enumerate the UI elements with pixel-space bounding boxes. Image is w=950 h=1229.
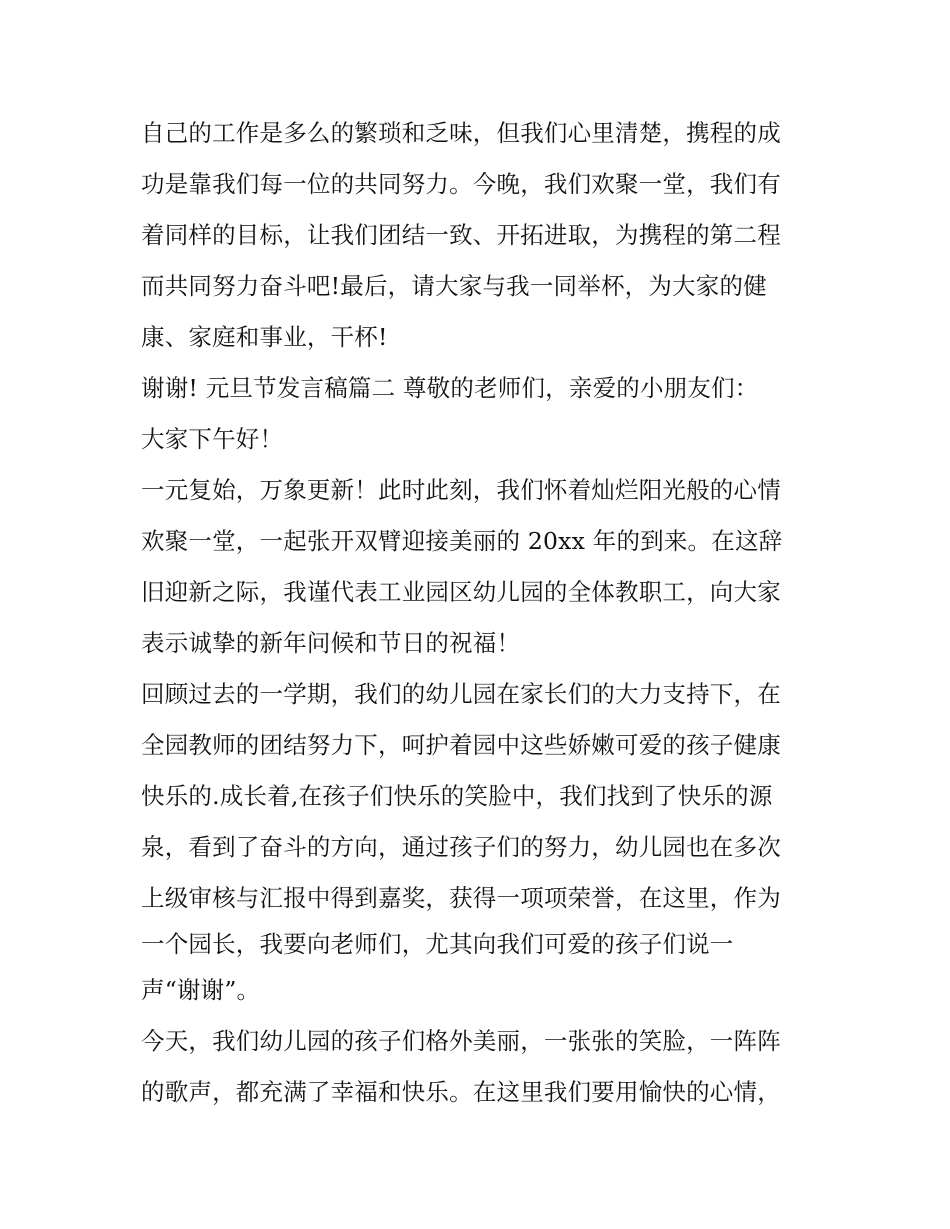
text-line: 而共同努力奋斗吧!最后，请大家与我一同举杯，为大家的健 bbox=[141, 272, 767, 300]
text-line: 上级审核与汇报中得到嘉奖，获得一项项荣誉，在这里，作为 bbox=[141, 884, 781, 912]
text-line: 欢聚一堂，一起张开双臂迎接美丽的 20xx 年的到来。在这辞 bbox=[141, 527, 783, 555]
text-line: 的歌声，都充满了幸福和快乐。在这里我们要用愉快的心情， bbox=[141, 1078, 781, 1106]
text-line: 声“谢谢”。 bbox=[141, 976, 261, 1004]
text-line: 谢谢! 元旦节发言稿篇二 尊敬的老师们，亲爱的小朋友们： bbox=[141, 374, 759, 402]
text-line: 旧迎新之际，我谨代表工业园区幼儿园的全体教职工，向大家 bbox=[141, 578, 781, 606]
text-line: 大家下午好！ bbox=[141, 425, 284, 453]
text-line: 康、家庭和事业，干杯! bbox=[141, 323, 388, 351]
text-line: 功是靠我们每一位的共同努力。今晚，我们欢聚一堂，我们有 bbox=[141, 170, 781, 198]
document-body bbox=[141, 108, 821, 1118]
text-line: 快乐的.成长着,在孩子们快乐的笑脸中，我们找到了快乐的源 bbox=[141, 782, 773, 810]
text-line: 泉，看到了奋斗的方向，通过孩子们的努力，幼儿园也在多次 bbox=[141, 833, 781, 861]
text-line: 表示诚挚的新年问候和节日的祝福！ bbox=[141, 629, 521, 657]
text-line: 一元复始，万象更新！此时此刻，我们怀着灿烂阳光般的心情 bbox=[141, 476, 781, 504]
text-line: 全园教师的团结努力下，呵护着园中这些娇嫩可爱的孩子健康 bbox=[141, 731, 781, 759]
text-line: 着同样的目标，让我们团结一致、开拓进取，为携程的第二程 bbox=[141, 221, 781, 249]
text-line: 今天，我们幼儿园的孩子们格外美丽，一张张的笑脸，一阵阵 bbox=[141, 1027, 781, 1055]
text-line: 回顾过去的一学期，我们的幼儿园在家长们的大力支持下，在 bbox=[141, 680, 781, 708]
text-line: 自己的工作是多么的繁琐和乏味，但我们心里清楚，携程的成 bbox=[141, 119, 781, 147]
text-line: 一个园长，我要向老师们，尤其向我们可爱的孩子们说一 bbox=[141, 930, 734, 958]
